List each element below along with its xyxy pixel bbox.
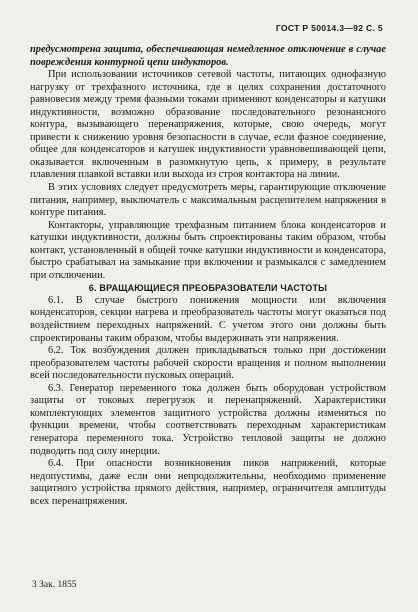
paragraph: В этих условиях следует предусмотреть меры, гарантирующие отключение питания, например, выключатель с максимальным расцепителем напряжения в контуре питания. [30,182,386,219]
paragraph: 6.3. Генератор переменного тока должен быть оборудован устройством защиты от токовых перегрузок и перенапряжений. Характеристики комплектующих элементов защитного устройства должны изменяться по функции времени, чтобы соответствовать переходным характеристикам генератора переменного тока. Устройство тепловой защиты не должно подводить под силу инерции. [30,382,386,457]
paragraph: 6.2. Ток возбуждения должен прикладываться только при достижении преобразователем частоты рабочей скорости вращения и полном выполнении всей последовательности пусковых операций. [30,345,386,382]
paragraph: При использовании источников сетевой частоты, питающих однофазную нагрузку от трехфазного источника, где в целях сохранения достаточного равновесия между тремя фазными токами применяют конденсаторы и катушки индуктивности, возможно образование последовательного резонансного контура, вызывающего перенапряжения, которые, свою очередь, могут привести к снижению уровня безопасности в случае, если фазное соединение, общее для конденсаторов и катушек индуктивности уравновешивающей цепи, оказывается включенным в разомкнутую цепь, к примеру, в результате плавления плавкой вставки или выхода из строя контактора на линии. [30,69,386,181]
page-header: ГОСТ Р 50014.3—92 С. 5 [275,23,383,33]
paragraph: предусмотрена защита, обеспечивающая немедленное отключение в случае повреждения контурной цепи индукторов. [30,44,386,68]
page-footer: 3 Зак. 1855 [32,580,77,590]
paragraph: 6.4. При опасности возникновения пиков напряжений, которые недопустимы, даже если они непродолжительны, необходимо применение защитного устройства прямого действия, например, ограничителя амплитуды всех перенапряжения. [30,458,386,507]
document-body [30,44,386,508]
paragraph: 6.1. В случае быстрого понижения мощности или включения конденсаторов, секции нагрева и преобразователь частоты могут оказаться под воздействием переходных напряжений. С учетом этого они должны быть спроектированы таким образом, чтобы выдерживать эти напряжения. [30,294,386,344]
section-heading: 6. ВРАЩАЮЩИЕСЯ ПРЕОБРАЗОВАТЕЛИ ЧАСТОТЫ [88,283,328,294]
paragraph: Контакторы, управляющие трехфазным питанием блока конденсаторов и катушки индуктивности, должны быть спроектированы таким образом, чтобы контакт, установленный в общей точке катушки индуктивности и конденсатора, быстро срабатывал на замыкание при включении и размыкался с замедлением при отключении. [30,219,386,281]
